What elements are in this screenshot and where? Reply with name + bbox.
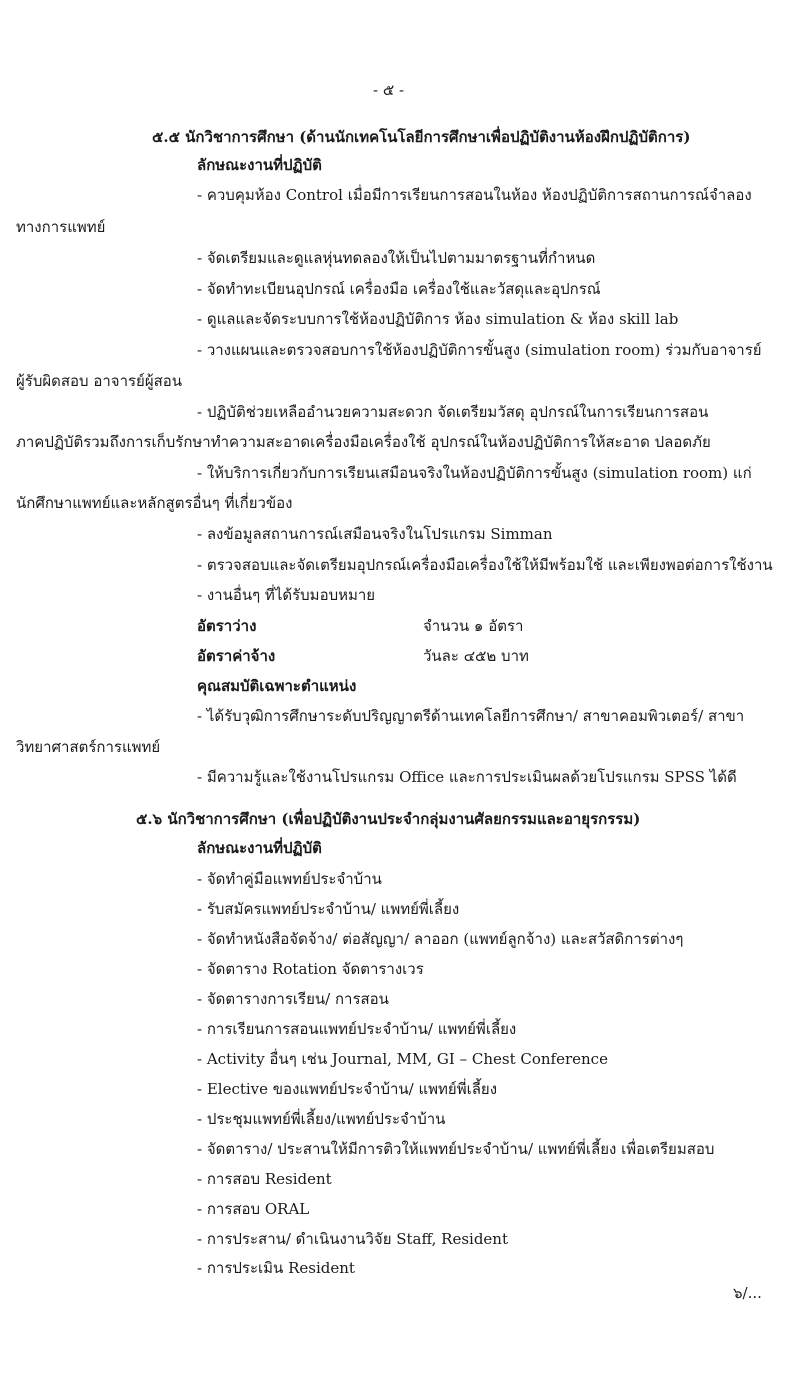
duty-item: - ตรวจสอบและจัดเตรียมอุปกรณ์เครื่องมือเครื่องใช้ให้มีพร้อมใช้ และเพียงพอต่อการใช้งาน xyxy=(197,556,773,574)
vacancy-value: จำนวน ๑ อัตรา xyxy=(423,617,524,635)
wage-label: อัตราค่าจ้าง xyxy=(197,647,276,665)
duty-item: - ประชุมแพทย์พี่เลี้ยง/แพทย์ประจำบ้าน xyxy=(197,1110,446,1128)
duty-item: - ดูแลและจัดระบบการใช้ห้องปฏิบัติการ ห้อง simulation & ห้อง skill lab xyxy=(197,310,679,328)
qualification-item-continuation: วิทยาศาสตร์การแพทย์ xyxy=(16,738,161,756)
duty-item: - ให้บริการเกี่ยวกับการเรียนเสมือนจริงในห้องปฏิบัติการขั้นสูง (simulation room) แก่ xyxy=(197,464,752,482)
wage-value: วันละ ๔๕๒ บาท xyxy=(423,647,529,665)
duty-item: - Activity อื่นๆ เช่น Journal, MM, GI – Chest Conference xyxy=(197,1050,608,1068)
duty-item: - การสอบ Resident xyxy=(197,1170,332,1188)
duty-item: - วางแผนและตรวจสอบการใช้ห้องปฏิบัติการขั้นสูง (simulation room) ร่วมกับอาจารย์ xyxy=(197,341,762,359)
vacancy-label: อัตราว่าง xyxy=(197,617,257,635)
duty-item: - การเรียนการสอนแพทย์ประจำบ้าน/ แพทย์พี่เลี้ยง xyxy=(197,1020,517,1038)
section-5-6-heading: ๕.๖ นักวิชาการศึกษา (เพื่อปฏิบัติงานประจำกลุ่มงานศัลยกรรมและอายุรกรรม) xyxy=(136,810,641,828)
duty-item-continuation: ภาคปฏิบัติรวมถึงการเก็บรักษาทำความสะอาดเครื่องมือเครื่องใช้ อุปกรณ์ในห้องปฏิบัติการให้สะอาด ปลอดภัย xyxy=(16,433,711,451)
duty-item: - ลงข้อมูลสถานการณ์เสมือนจริงในโปรแกรม Simman xyxy=(197,525,553,543)
duty-item: - งานอื่นๆ ที่ได้รับมอบหมาย xyxy=(197,586,376,604)
duty-item: - จัดตารางการเรียน/ การสอน xyxy=(197,990,389,1008)
duty-item: - จัดทำหนังสือจัดจ้าง/ ต่อสัญญา/ ลาออก (แพทย์ลูกจ้าง) และสวัสดิการต่างๆ xyxy=(197,930,684,948)
qualifications-title: คุณสมบัติเฉพาะตำแหน่ง xyxy=(197,677,357,695)
duty-item: - การประเมิน Resident xyxy=(197,1259,355,1277)
duty-item: - ควบคุมห้อง Control เมื่อมีการเรียนการสอนในห้อง ห้องปฏิบัติการสถานการณ์จำลอง xyxy=(197,186,752,204)
page-number: - ๕ - xyxy=(373,81,405,99)
section-5-5-heading: ๕.๕ นักวิชาการศึกษา (ด้านนักเทคโนโลยีการศึกษาเพื่อปฏิบัติงานห้องฝึกปฏิบัติการ) xyxy=(152,128,691,146)
duty-item-continuation: ผู้รับผิดสอบ อาจารย์ผู้สอน xyxy=(16,372,183,390)
qualification-item: - มีความรู้และใช้งานโปรแกรม Office และการประเมินผลด้วยโปรแกรม SPSS ได้ดี xyxy=(197,768,737,786)
duty-item: - จัดทำทะเบียนอุปกรณ์ เครื่องมือ เครื่องใช้และวัสดุและอุปกรณ์ xyxy=(197,280,601,298)
duty-item: - การสอบ ORAL xyxy=(197,1200,310,1218)
duty-item-continuation: นักศึกษาแพทย์และหลักสูตรอื่นๆ ที่เกี่ยวข้อง xyxy=(16,494,293,512)
section-5-5-duties-title: ลักษณะงานที่ปฏิบัติ xyxy=(197,156,322,174)
duty-item: - Elective ของแพทย์ประจำบ้าน/ แพทย์พี่เลี้ยง xyxy=(197,1080,498,1098)
duty-item: - รับสมัครแพทย์ประจำบ้าน/ แพทย์พี่เลี้ยง xyxy=(197,900,460,918)
footer-continuation: ๖/... xyxy=(733,1284,762,1302)
duty-item: - จัดตาราง Rotation จัดตารางเวร xyxy=(197,960,424,978)
qualification-item: - ได้รับวุฒิการศึกษาระดับปริญญาตรีด้านเทคโลยีการศึกษา/ สาขาคอมพิวเตอร์/ สาขา xyxy=(197,707,745,725)
duty-item: - การประสาน/ ดำเนินงานวิจัย Staff, Resident xyxy=(197,1230,508,1248)
duty-item: - จัดเตรียมและดูแลหุ่นทดลองให้เป็นไปตามมาตรฐานที่กำหนด xyxy=(197,249,596,267)
section-5-6-duties-title: ลักษณะงานที่ปฏิบัติ xyxy=(197,839,322,857)
duty-item: - จัดตาราง/ ประสานให้มีการติวให้แพทย์ประจำบ้าน/ แพทย์พี่เลี้ยง เพื่อเตรียมสอบ xyxy=(197,1140,715,1158)
duty-item-continuation: ทางการแพทย์ xyxy=(16,218,106,236)
duty-item: - ปฏิบัติช่วยเหลืออำนวยความสะดวก จัดเตรียมวัสดุ อุปกรณ์ในการเรียนการสอน xyxy=(197,403,709,421)
duty-item: - จัดทำคู่มือแพทย์ประจำบ้าน xyxy=(197,870,382,888)
